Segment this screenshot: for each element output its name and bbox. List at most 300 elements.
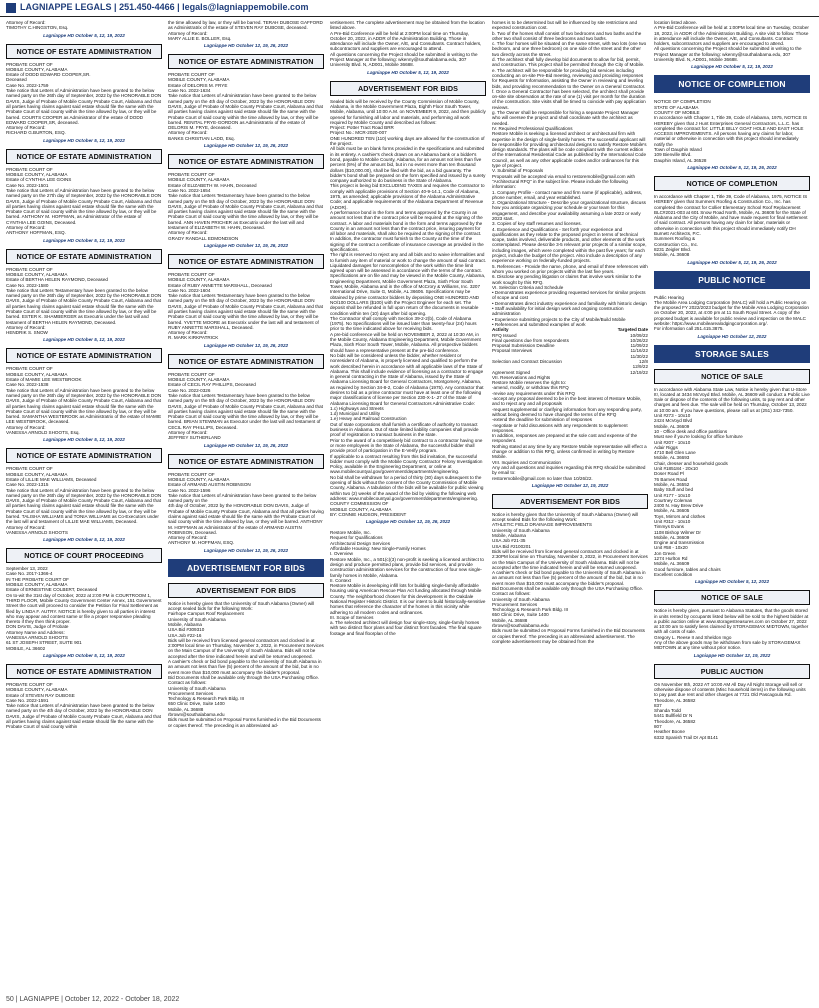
page-header <box>0 0 819 17</box>
notice-line: COUNTY COMMISSION OF <box>330 501 389 507</box>
notice-title: ADVERTISEMENT FOR BIDS <box>168 559 324 577</box>
notice-line: VANESSA ARNOLD SHOOTS <box>6 635 68 641</box>
notice-line: University of South Alabama <box>492 527 550 533</box>
legal-notice <box>654 345 810 363</box>
legal-notice <box>168 354 324 448</box>
legal-column <box>492 20 648 990</box>
notice-line: the time allowed by law, or they will be barred. TERAH DUBOSE GAFFORD as Administratrix of the estate of STEVEN RAY DUBOSE, deceased. <box>168 20 323 31</box>
notice-line: Attorney of Record: <box>168 330 208 336</box>
notice-line: 1274 Hurlton Rd <box>654 556 688 562</box>
notice-line: Project No.: MCR-2020-007 <box>330 130 387 136</box>
publication-dates: Lagniappe HD October 12, 19, 26, 2022 <box>203 143 289 149</box>
notice-line: This project is being bid EXCLUDING TAXES and requires the Contractor to comply with applicable provisions of Section 40-9-14.1, Code of Alabama, 1975, as amended; applicable provisions of the Alabama Administrative Code; and applicable requirements of the Alabama Department of Revenue (ADOR). <box>330 183 485 210</box>
notice-title: NOTICE OF ESTATE ADMINISTRATION <box>168 154 324 169</box>
header-line <box>20 2 308 12</box>
schedule-header-cell: Activity <box>492 327 509 333</box>
legal-notice <box>168 454 324 553</box>
notice-line: • References and submitted examples of work <box>492 321 586 327</box>
notice-line: III. Scope of Services <box>330 614 374 620</box>
notice-line: Proposals will be accepted via email to restoremobile@gmail.com with "Architectural RFQ" in the subject line. Please include the following information: <box>492 173 636 190</box>
notice-line: Estate of MAMIE LEE WESTBROOK <box>6 377 82 383</box>
notice-line: PROBATE COURT OF <box>6 466 53 472</box>
notice-line: For information call 251.415.3875. <box>654 326 724 332</box>
notice-line: I. Overview <box>330 551 353 557</box>
notice-line: 1. Company Profile - contact name and firm name (if applicable), address, phone number, email, and year established. <box>492 189 643 200</box>
notice-line: Bid Documents shall be available only through the USA Purchasing Office. Contact as follows: <box>168 674 320 686</box>
legal-notice <box>168 20 324 48</box>
schedule-header-cell: Targeted Date <box>617 327 648 333</box>
legal-notice <box>654 20 810 69</box>
notice-line: Fairhope Campus Roof Replacement <box>168 611 244 617</box>
publication-dates: Lagniappe HD October 12, 19, 26, 2022 <box>365 519 451 525</box>
notice-title: ADVERTISEMENT FOR BIDS <box>492 494 648 509</box>
legal-notice <box>654 271 810 289</box>
notice-line: USA Job #21-35 <box>492 538 526 544</box>
notice-line: September 13, 2022 <box>6 566 48 572</box>
notice-line: Chair, dresser and household goods <box>654 460 728 466</box>
notice-line: -request supplemental or clarifying information from any responding party, without being deemed to have changed the terms of the RFQ <box>492 406 642 417</box>
notice-line: All questions concerning the Project should be submitted in writing to the Project Manager at the following: wkenny@southalabama.edu, 307 University Blvd. N, AD001, Mobile 36688. <box>654 46 802 63</box>
notice-line: Attorney of Record: <box>6 125 46 131</box>
legal-notice <box>6 20 162 38</box>
notice-line: MOBILE COUNTY, ALABAMA <box>6 371 68 377</box>
notice-line: Estate of ARMAND AUSTIN ROBINSON <box>168 482 251 488</box>
schedule-cell: RFQ Issued <box>492 332 517 338</box>
notice-line: -revise any requirements under this RFQ <box>492 390 575 396</box>
notice-line: 4th day of October, 2022 by the HONORABLE DON DAVIS, Judge of Probate of Mobile County Probate Court, Alabama and that all parties having claims against said estate should file the same with the Probate Court of said county within the time allowed by law, or they will be barred. ANTHONY M. HOFFMAN as Administrator of the estate of ARMAND AUSTIN ROBINSON, Deceased. <box>168 503 324 535</box>
notice-line: Estate of ERNESTINE COLBERT, Deceased <box>6 587 98 593</box>
notice-line: IN THE PROBATE COURT OF <box>6 576 69 582</box>
notice-line: g. The Owner shall be responsible for hiring a separate Project Manager who will oversee the project and shall coordinate with the architect as needed. <box>492 110 639 126</box>
notice-title: NOTICE OF ESTATE ADMINISTRATION <box>168 354 324 369</box>
schedule-cell: 11/30/22 <box>630 353 648 359</box>
notice-line: 4710 Bell Glen Lane <box>654 450 696 456</box>
schedule-cell: Proposal Submission Deadline <box>492 343 555 349</box>
notice-line: Take notice that Letters of Administration have been granted to the below named party on the <box>168 492 317 504</box>
notice-line: Prior to the award of a competitively bid contract to a contractor having one or more employees in the State of Alabama, the successful bidder shall provide proof of participation in the E-Verify program. <box>330 437 483 454</box>
notice-line: Attorney of Record: <box>6 324 46 330</box>
notice-line: Case No. 2022-1591 <box>6 697 49 703</box>
notice-line: In accordance with Chapter 1, Title 39, Code of Alabama, 1975, NOTICE IS HEREBY given that Summers Roofing & Construction Co., Inc. has completed the contract for Collier Elementary School Roof Replacement BLC#2021-003 at 601 Snow Road North, Mobile, AL 36608 for the State of Alabama and the City of Mobile, and have made request for final settlement of said contract. All persons having any claim for labor, materials or otherwise in connection with this project should immediately notify DH Burnett Architects, P.C. <box>654 193 808 237</box>
notice-line: MOBILE COUNTY, ALABAMA <box>6 66 68 72</box>
brand-square-icon <box>6 3 16 13</box>
notice-line: Out of state corporations shall furnish a certificate of authority to transact business in Alabama. Out of state limited liability companies shall provide proof of registration to transact business in the state. <box>330 421 479 438</box>
notice-line: Notice is hereby given that the University of South Alabama (Owner) will accept sealed bids for the following Work: <box>168 600 315 612</box>
legal-column <box>168 20 324 990</box>
notice-line: ANTHONY HOFFMAN, ESQ. <box>6 230 66 236</box>
notice-line: MOBILE COUNTY, ALABAMA <box>6 271 68 277</box>
publication-dates: Lagniappe HD October 12, 19, 26, 2022 <box>203 43 289 49</box>
notice-line: -extend the deadline for submission of responses <box>492 417 593 423</box>
notice-line: 6332 Spanish Trail Dr Apt B141 <box>654 734 719 740</box>
notice-line: Attorney of Record: <box>6 524 46 530</box>
notice-line: VIII. Inquiries and Communication <box>492 459 561 465</box>
notice-line: 5. References - Provide the name, phone, and email of three references with whom you worked on prior projects within the last five years. <box>492 263 648 274</box>
notice-title: ADVERTISEMENT FOR BIDS <box>330 81 486 96</box>
notice-line: PROBATE COURT OF <box>168 172 215 178</box>
legal-notice <box>6 44 162 143</box>
notice-line: Technology & Research Park Bldg. III <box>168 696 245 702</box>
notice-title: NOTICE OF ESTATE ADMINISTRATION <box>6 44 162 59</box>
notice-line: Engine and transmission <box>654 540 705 546</box>
schedule-cell: 11/16/22 <box>630 348 648 354</box>
notice-title: NOTICE OF SALE <box>654 590 810 605</box>
notice-line: MARY ALLIE E. BOLLER, Esq. <box>168 35 232 41</box>
notice-line: Nothing stated at any time by any Restore Mobile representative will effect a change or addition to this RFQ, unless confirmed in writing by Restore Mobile. <box>492 443 647 460</box>
publication-dates: Lagniappe HD October 5, 12, 19, 2022 <box>43 652 125 658</box>
legal-columns <box>6 20 813 990</box>
notice-line: A cashier's check or bid bond payable to the University of South Alabama in an amount not less than five (5) percent of the amount of the bid, but in no event more than $10,000 must accompany the bidder's proposal. <box>492 570 646 586</box>
notice-line: Estate of CECIL RAY PHILLIPS, Deceased <box>168 382 256 388</box>
notice-line: No bid shall be withdrawn for a period of thirty (30) days subsequent to the opening of bids without the consent of the County Commission of Mobile County, Alabama. A tabulation of the bids will be available for public viewing within two (2) weeks of the award of the bid by visiting the following web address: www.mobilecountyal.gov/government/departments/engineering. <box>330 474 484 501</box>
notice-line: Mobile, AL 36693 <box>654 455 690 461</box>
notice-line: Notice is hereby given that the University of South Alabama (Owner) will accept sealed Bids for the following Work: <box>492 511 639 523</box>
notice-line: Restore Mobile, Inc., a 501(c)(3) non-profit is seeking a licensed architect to design and produce permitted plans, provide bid services, and provide construction administration services for the construction of four new single-family homes in Mobile, Alabama. <box>330 556 484 578</box>
legal-notice <box>654 176 810 265</box>
notice-line: University of South Alabama <box>492 596 550 602</box>
notice-line: PROBATE COURT OF <box>6 166 53 172</box>
schedule-cell: 12/9/22 <box>632 364 648 370</box>
notice-line: Unit #273 - 10x10 <box>654 413 691 419</box>
notice-line: Mobile, AL 36688 <box>168 706 204 712</box>
publication-dates: Lagniappe HD October 12, 19, 26, 2022 <box>203 342 289 348</box>
notice-line: -accept any proposal deemed to be in the best interest of Restore Mobile, and to reject any and all proposals <box>492 396 642 407</box>
notice-line: 10 - Office desk and office partitions <box>654 428 728 434</box>
publication-dates: Lagniappe HD October 5, 12, 19, 26, 2022 <box>687 259 777 265</box>
notice-line: • Demonstrates direct industry experience and familiarity with historic design <box>492 300 647 306</box>
notice-line: Construction Co., Inc. <box>654 241 699 247</box>
schedule-cell: Agreement Signed <box>492 369 531 375</box>
notice-line: Any and all questions and inquiries regarding this RFQ should be submitted by email to: <box>492 464 646 476</box>
legal-notice <box>330 81 486 524</box>
schedule-cell: Proposal Interviews <box>492 348 533 354</box>
notice-line: rbrown@southalabama.edu <box>168 712 225 718</box>
notice-line: Sealed bids will be received by the County Commission of Mobile County, Alabama, in the Mobile Government Plaza, Eighth Floor South Tower, Mobile, Alabama, until 10:00 A.M. on NOVEMBER 9, 2022, and then publicly opened for furnishing all labor and materials, and performing all work required by Mobile County and described as follows: <box>330 98 486 125</box>
notice-line: 1.e) Heavy and Railroad Construction <box>330 416 407 422</box>
legal-notice <box>168 559 324 577</box>
notice-line: Bid Documents shall be available only through the USA Purchasing Office. Contact as follows: <box>492 585 644 597</box>
legal-notice <box>6 348 162 442</box>
notice-line: 2424 McVoyd Blvd <box>654 418 693 424</box>
notice-line: University of South Alabama <box>168 616 226 622</box>
notice-line: Unit #58 - 10x20 <box>654 545 688 551</box>
notice-line: Mobile, Alabama <box>492 533 526 539</box>
page-footer: 50 | LAGNIAPPE | October 12, 2022 - October 18, 2022 <box>6 996 180 1003</box>
notice-line: Mobile, AL 36609 <box>654 423 690 429</box>
notice-line: PROBATE COURT OF <box>168 471 215 477</box>
notice-line: Restore Mobile is developing infill lots for building single-family affordable housing using American Rescue Plan Act funding allocated through Mobile County. The neighborhood chosen for this development is the Oakdale National Register Historic District. It is our intent to build historically-sensitive homes that reference the character of the homes in this vicinity while adhering to all modern codes and ordinances. <box>330 583 486 615</box>
notice-line: COUNTY OF MOBILE <box>654 109 700 115</box>
notice-line: Restore Mobile, Inc. <box>330 530 371 536</box>
notice-line: PROBATE COURT OF <box>6 681 53 687</box>
notice-line: Timmys Evans <box>654 524 684 530</box>
publication-dates: Lagniappe HD October 12, 2022 <box>697 333 767 339</box>
notice-line: VANESSA ARNOLD SHOOTS, Esq. <box>6 430 80 436</box>
notice-line: Specifications are on file and may be viewed in the Mobile County, Alabama, Engineering Department, Mobile Government Plaza, Sixth Floor South Tower, Mobile, Alabama and in the office of McCrory & Williams, Inc. 3207 International Drive, Suite G, Mobile, AL 36606. Specifications may be obtained by prime contractor bidders by depositing ONE HUNDRED AND NO/100 DOLLARS ($100) with the Project Engineer for each set. The deposit shall be refunded in full upon return of the documents in reusable condition within ten (10) days after bid opening. <box>330 273 486 316</box>
notice-line: On to-wit the 31st day of October, 2022 at 2:00 PM in COURTROOM 1, THIRD FLOOR, Mobile County Government Center Annex, 151 Government Street the court will proceed to consider the Petition for Final Settlement as filed by LINDA F. AUTRY. NOTICE is hereby given to all parties in interest who may appear and contest same or file a proper responsive pleading thereto if they then think proper. <box>6 592 162 625</box>
notice-line: Shanda Todd <box>654 708 681 714</box>
notice-line: Project: Potter Tract Road BRR <box>330 125 394 131</box>
notice-line: DON DAVIS, Judge of Probate <box>6 624 69 630</box>
notice-line: Procurement Services <box>492 601 538 607</box>
notice-title: STORAGE SALES <box>654 345 810 363</box>
notice-line: 109 Bienville Blvd. <box>654 152 692 158</box>
notice-line: Take notice that Letters of Administration have been granted to the below named party on the 26th day of September, 2022 by the HONORABLE DON DAVIS, Judge of Probate of Mobile County Probate Court, Alabama and that all parties having claims against said estate should file the same with the Probate Court of said county within the time allowed by law, or they will be barred. COURTS COOPER as Administrator of the estate of DODD EDWARD COOPER,SR, deceased. <box>6 88 162 125</box>
publication-dates: Lagniappe HD October 12, 19, 26, 2022 <box>203 242 289 248</box>
legal-notice <box>654 99 810 170</box>
notice-line: vertisement. The complete advertisement may be obtained from the location listed above. <box>330 20 485 31</box>
notice-line: Summers Roofing & <box>654 236 696 242</box>
notice-line: Excellent condition <box>654 571 693 577</box>
notice-line: PROBATE COURT OF <box>168 72 215 78</box>
notice-line: Mobile, AL 36688 <box>492 617 528 623</box>
notice-line: A Pre-Bid Conference will be held at 1:00PM local time on Tuesday, October 18, 2022, in ADDR of the Administration Building. A site visit to follow. Those in attendance will include the Owner, A/E, and Consultants. Contract holders, subcontractors and suppliers are encouraged to attend. <box>654 25 809 47</box>
notice-line: location listed above. <box>654 20 697 25</box>
notice-line: A cashier's check or bid bond payable to the University of South Alabama in an amount not less than five (5) percent of the amount of the bid, but in no event more than $10,000 must accompany the bidder's proposal. <box>168 659 322 675</box>
notice-line: Case No. 2022-1538 <box>6 382 49 388</box>
notice-line: BANKS CHRISTIAN LADD, Esq. <box>168 135 235 141</box>
notice-line: Attorney of Record: <box>168 230 208 236</box>
notice-line: Estate of STEVEN RAY DUBOSE <box>6 692 75 698</box>
notice-line: MOBILE COUNTY, ALABAMA <box>168 377 230 383</box>
notice-line: A Pre-Bid Conference will be held at 2:00PM local time on Thursday, October 20, 2022, in ADDR of the Administration Building. Those in attendance will include the Owner, A/E, and Consultants. Contract holders, subcontractors and suppliers are encouraged to attend. <box>330 30 482 52</box>
legal-notice <box>168 54 324 148</box>
notice-line: 2400 N. Hay Brew Drive <box>654 503 704 509</box>
schedule-cell: Final questions due from respondents <box>492 337 569 343</box>
section-name: LAGNIAPPE LEGALS <box>20 2 112 12</box>
publication-dates: Lagniappe HD October 5, 12, 19, 2022 <box>43 32 125 38</box>
notice-line: Mobile, AL 36609 <box>654 534 690 540</box>
notice-line: Unit #207 - 10x10 <box>654 439 691 445</box>
notice-title: NOTICE OF ESTATE ADMINISTRATION <box>6 249 162 264</box>
notice-line: VI. Selection Criteria and Schedule <box>492 284 564 290</box>
notice-line: Theodore, AL 36582 <box>654 718 696 724</box>
legal-notice <box>6 664 162 730</box>
notice-line: Case No. 2022-1634 <box>168 88 211 94</box>
notice-line: 650 Clinic Drive, Suite 1400 <box>492 612 549 618</box>
notice-line: Attorney Name and Address: <box>6 629 65 635</box>
notice-line: Doser Road Pl <box>654 471 684 477</box>
legal-notice <box>6 448 162 542</box>
publication-dates: Lagniappe HD October 12, 19, 2022 <box>531 482 609 488</box>
publication-dates: Lagniappe HD October 5, 12, 19, 2022 <box>43 537 125 543</box>
notice-line: MOBILE, AL 36602 <box>6 645 46 651</box>
notice-line: Estate of RUBY ANNETTE MARSHALL, Deceased <box>168 282 272 288</box>
notice-line: Unit #312 - 10x10 <box>654 519 691 524</box>
notice-line: PROBATE COURT OF <box>168 271 215 277</box>
notice-title: NOTICE OF ESTATE ADMINISTRATION <box>6 149 162 164</box>
notice-title: PUBLIC NOTICE <box>654 271 810 289</box>
notice-line: ONE HUNDRED TEN (110) working days are allowed for the construction of the project. <box>330 135 485 147</box>
notice-line: Estate of ELIZABETH W. HAHN, Deceased <box>168 182 257 188</box>
notice-line: Architectural Design Services <box>330 540 390 546</box>
notice-line: 650 Clinic Drive, Suite 1400 <box>168 701 225 707</box>
notice-line: Notice is hereby given, pursuant to Alabama Statutes, that the goods stored in units rented by occupants listed below will be sold to the highest bidder at a public auction online at www.storagestreasures.com on October 27, 2022 at 10:00 am to satisfy liens claimed by STORAGEMAX MIDTOWN, together with all costs of sale. <box>654 608 809 635</box>
legal-notice <box>6 149 162 243</box>
notice-line: Bids will be received from licensed general contractors and clocked in at 2:00PM local time on Thursday, November 3, 2022, in Procurement Services on the Main Campus of the University of South Alabama. Bids will not be accepted after the time indicated herein and will be returned unopened. <box>168 637 324 659</box>
notice-title: NOTICE OF SALE <box>654 369 810 384</box>
header-email[interactable]: legals@lagniappemobile.com <box>182 2 309 12</box>
notice-line: Mobile, AL 36605 <box>654 508 690 514</box>
notice-line: Case No. 2022-1759 <box>6 82 49 88</box>
publication-dates: Lagniappe HD October 5, 12, 19, 2022 <box>43 137 125 143</box>
notice-line: Case No. 2022-0326 <box>168 387 211 393</box>
notice-line: 76 Barnes Road <box>654 476 688 482</box>
notice-line: Attorney of Record: <box>168 130 208 136</box>
notice-line: STATE OF ALABAMA <box>654 104 699 110</box>
notice-line: 1.c) Highways and Streets <box>330 405 384 411</box>
notice-line: 4. Experience and Qualifications - Set forth your experience and qualifications as they relate to the proposed project in terms of technical scope, tasks involved, deliverable products, and other elements of the work contemplated. Please describe 3-5 relevant prior projects of a similar scope, including images, which were completed within the past five years; for each project, include the budget of the project. Also include a description of any experience working on federally-funded projects. <box>492 226 647 264</box>
notice-line: JEFFREY SUTHERLAND <box>168 435 221 441</box>
notice-line: The right is reserved to reject any and all bids and to waive informalities and to furnish any item of material or work to change the amount of said contract. <box>330 252 486 263</box>
notice-line: Toys, Mirrors and clothes <box>654 513 706 519</box>
notice-line: 61 ST JOSEPH STREET, SUITE 901 <box>6 640 82 646</box>
notice-line: 5441 Bullfield Dr N <box>654 713 693 719</box>
notice-line: Estate of LILLIE MAE WILLIAMS, Deceased <box>6 476 97 482</box>
legal-notice <box>168 154 324 248</box>
notice-line: MOBILE COUNTY, ALABAMA <box>168 476 230 482</box>
notice-line: Heather Boone <box>654 729 685 735</box>
notice-line: Deceased <box>6 77 27 83</box>
notice-line: University of South Alabama <box>168 685 226 691</box>
notice-line: Mobile, AL 36609 <box>654 561 690 567</box>
notice-line: HENDRIK S. SNOW <box>6 330 48 336</box>
notice-title: NOTICE OF ESTATE ADMINISTRATION <box>6 448 162 463</box>
publication-dates: Lagniappe HD October 12, 19, 26, 2022 <box>203 547 289 553</box>
notice-line: Case No. 2022-1654 <box>168 187 211 193</box>
notice-line: MOBILE COUNTY, ALABAMA <box>6 172 68 178</box>
notice-line: Mobile, Alabama <box>168 621 202 627</box>
notice-line: Mobile, AL 36552 <box>654 481 690 487</box>
schedule-cell: 10/26/22 <box>630 337 648 343</box>
legal-notice <box>6 548 162 658</box>
schedule-cell: 12/8 <box>639 359 648 364</box>
notice-line: VII. Reservations and Rights <box>492 374 551 380</box>
notice-line: Attorney of Record: <box>168 430 208 436</box>
notice-line: Any of the above goods may be withdrawn from sale by STORAGEMAX MIDTOWN at any time without prior notice. <box>654 640 801 651</box>
notice-title: NOTICE OF ESTATE ADMINISTRATION <box>168 254 324 269</box>
notice-title: NOTICE OF ESTATE ADMINISTRATION <box>168 54 324 69</box>
legal-notice <box>492 494 648 644</box>
notice-line: Case No. 2022-1596 <box>168 487 211 493</box>
schedule-cell: 12/19/22 <box>630 369 648 375</box>
notice-line: In addition, responses are prepared at the sole cost and expense of the respondent. <box>492 433 638 444</box>
legal-notice <box>330 20 486 75</box>
notice-line: 2. Organizational Structure - Describe your organizational structure, discuss how you anticipate organizing your schedule or your team for this engagement, and describe your availability assuming a late 2022 or early 2023 start. <box>492 200 646 221</box>
notice-line: A pre-bid conference will be held on NOVEMBER 2, 2022 at 10:30 AM, in the Mobile County, Alabama Engineering Department, Mobile Government Plaza, Sixth Floor South Tower, Mobile, Alabama. All prospective bidders should have a representative present at the pre-bid conference. <box>330 331 481 353</box>
notice-line: 3. Copies of key staff resumes and licenses. <box>492 221 582 227</box>
notice-line: Dauphin Island, AL 36528 <box>654 157 707 163</box>
notice-line: • Experience submitting projects to the City of Mobile/Build Mobile <box>492 316 626 322</box>
notice-line: Liquidated damages for noncompletion of the work within the time limit agreed upon will be assessed in accordance with the terms of the contract. <box>330 262 482 274</box>
notice-line: Take notice that Letters of Administration have been granted to the below named party on the 4th day of October, 2022 by the HONORABLE DON DAVIS, Judge of Probate of Mobile County Probate Court, Alabama and that all parties having claims against said estate should file the same with the Probate Court of said county within the time allowed by law, or they will be barred. RENITAL FRYE-GORDON as Administratrix of the estate of DELORIS M. FRYE, deceased. <box>168 93 323 131</box>
legal-notice <box>654 75 810 93</box>
notice-line: Take notice that Letters Testamentary have been granted to the below named party on the 5th day of October, 2022 by the HONORABLE DON DAVIS, Judge of Probate of Mobile County Probate Court, Alabama and that all parties having claims against said estate should file the same with the Probate Court of said county within the time allowed by law, or they will be barred. ANN HAVEN PRICHER as Executrix under the last will and testament of ELIZABETH W. HAHN, Deceased. <box>168 193 323 231</box>
schedule-cell: 10/09/22 <box>630 332 648 338</box>
notice-line: USA Bid #309310 <box>168 627 205 633</box>
notice-line: c. The four homes will be situated on the same street, with two lots (one two bedroom, and one three bedroom) on one side of the street and the other two directly across the street. <box>492 41 647 57</box>
notice-line: NOTICE OF COMPLETION <box>654 99 711 105</box>
schedule-table <box>492 327 648 375</box>
notice-line: USA Job #22-16 <box>168 632 202 638</box>
notice-line: Gregory L. Reese II and Sheldon Ingo <box>654 634 732 640</box>
notice-line: Good furniture, tables and chairs <box>654 566 721 572</box>
notice-line: On November 8th, 2022 AT 10:00 AM All Day All Night Storage will sell or otherwise dispose of contents (Misc household items) in the following units to pay past due rent and other charges at 7721 Old Pascagoula Rd. Theodore, AL 36582 <box>654 681 806 703</box>
notice-line: The Mobile Area Lodging Corporation (MALC) will hold a Public Hearing on the proposed FY 2022/2023 budget for the Mobile Area Lodging Corporation on October 20, 2022, at 4:00 pm at 11 South Royal Street. A copy of the proposed budget is available for public review and inspection on the MALC website: https://www.mobilearealodgingcorporation.org/. <box>654 299 809 326</box>
notice-line: In accordance with Chapter 1, Title 39, Code of Alabama, 1975, NOTICE IS HEREBY given that J Hunt Enterprises General Contractors, L.L.C. has completed the contract for: LITTLE BILLY GOAT HOLE AND EAST HOLE ACCESS IMPROVEMENTS. All persons having any claims for labor, material or otherwise in connection with this project should immediately notify the <box>654 115 808 147</box>
notice-line: • Staff availability for initial design work and ongoing construction administration <box>492 306 624 317</box>
notice-line: Attorney of Record: <box>6 20 46 25</box>
notice-title: NOTICE OF COURT PROCEEDING <box>6 548 162 563</box>
notice-title: ADVERTISEMENT FOR BIDS <box>168 583 324 598</box>
legal-notice <box>6 249 162 343</box>
notice-line: Case No. 2022-1580 <box>6 282 49 288</box>
legal-notice <box>654 664 810 740</box>
notice-line: Procurement Services <box>168 690 214 696</box>
notice-line: Estate of DODD EDWARD COOPER,SR. <box>6 72 91 78</box>
notice-line: Attorney of Record: <box>168 30 208 36</box>
publication-dates: Lagniappe HD October 5, 12, 19, 2022 <box>43 437 125 443</box>
notice-line: b. Two of the homes shall consist of two bedrooms and two baths and the other two shall consist of three bedrooms and two baths. <box>492 30 642 41</box>
notice-line: Public Hearing <box>654 294 684 300</box>
notice-line: Unit #185184 - 20x10 <box>654 466 698 472</box>
publication-dates: Lagniappe HD October 5, 12, 2022 <box>694 579 770 585</box>
notice-line: MOBILE COUNTY, ALABAMA <box>168 77 230 83</box>
notice-line: MOBILE COUNTY, ALABAMA <box>168 177 230 183</box>
notice-title: NOTICE OF ESTATE ADMINISTRATION <box>6 348 162 363</box>
notice-line: Take notice that Letters Testamentary have been granted to the below named party on the 5th day of October, 2022 by the HONORABLE DON DAVIS, Judge of Probate of Mobile County Probate Court, Alabama and that all parties having claims against said estate should file the same with the Probate Court of said county within the time allowed by law, or they will be barred. YVETTE MOORE as Executrix under the last will and testament of RUBY ANNETTE MARSHALL, Deceased. <box>168 293 323 330</box>
notice-line: Attorney of Record: <box>168 535 208 541</box>
notice-line: Technology & Research Park Bldg. III <box>492 607 569 613</box>
legal-notice <box>492 20 648 488</box>
publication-dates: Lagniappe HD October 5, 12, 19, 2022 <box>43 237 125 243</box>
notice-line: All bids must be on blank forms provided in the specifications and submitted in its entirety. A cashier's check drawn on an Alabama bank or a bidder's bond, payable to Mobile County, Alabama, for an amount not less than five percent (5%) of the amount bid, but in no event more than ten thousand dollars ($10,000.00), shall be filed with the bid, as a bid guaranty. The bidder's bond shall be prepared on the form specified and issued by a surety company authorized to do business in the State of Alabama. <box>330 146 486 184</box>
notice-line: a. The selected architect will design four single-story, single-family homes with two distinct floor plans and four distinct front facades. The final square footage and final floorplan of the <box>330 620 482 636</box>
notice-line: Mobile, AL 36608 <box>654 252 690 258</box>
notice-line: Take notice that Letters of Administration have been granted to the below named party on the 4th day of October, 2022 by the HONORABLE DON DAVIS, Judge of Probate of Mobile County Probate Court, Alabama and that all parties having claims against said estate should file the same with the Probate Court of said county within <box>6 703 161 730</box>
notice-line: 807 <box>654 724 662 730</box>
notice-title: NOTICE OF ESTATE ADMINISTRATION <box>6 664 162 679</box>
notice-line: Unit #177 - 10x10 <box>654 492 691 498</box>
publication-dates: Lagniappe HD October 5, 12, 19, 2022 <box>43 337 125 343</box>
publication-dates: Lagniappe HD October 5, 12, 19, 2022 <box>367 69 449 75</box>
legal-notice <box>654 295 810 339</box>
legal-column <box>654 20 810 990</box>
notice-line: II. Context <box>330 577 351 583</box>
notice-line: VANESSA ARNOLD SHOOTS <box>6 529 68 535</box>
notice-line: The Contractor shall comply with Section 39-2-2(b), Code of Alabama (1975). No Specifications will be issued later than twenty-four (24) hours prior to the time indicated above for receiving bids. <box>330 315 477 332</box>
notice-line: 1.d) Municipal and Utility <box>330 411 381 417</box>
notice-line: Take notice that Letters Testamentary have been granted to the below named party on the 26th day of September, 2022 by the HONORABLE DON DAVIS, Judge of Probate of Mobile County Probate Court, Alabama and that all parties having claims against said estate should file the same with the Probate Court of said county within the time allowed by law, or they will be barred. ESTER K. SHAMBERGER as Executrix under the last will and testament of BERTHA HELEN RAYMOND, Deceased. <box>6 287 162 325</box>
notice-line: Request for Qualifications <box>330 535 383 541</box>
notice-line: restoremobile@gmail.com no later than 10/26/22. <box>492 475 593 481</box>
notice-line: Adair Riggs <box>654 444 678 450</box>
notice-line: PROBATE COURT OF <box>6 266 53 272</box>
legal-notice <box>330 530 486 636</box>
header-phone: 251.450-4466 <box>119 2 175 12</box>
notice-line: 6. Disclose any pending litigation or claims that involve work similar to the work sought by this RFQ. <box>492 274 642 285</box>
notice-line: Baby Stuff and bed <box>654 487 693 493</box>
notice-line: Case No. 2022-1501 <box>6 182 49 188</box>
notice-line: In accordance with Alabama State Law, Notice is hereby given that U-Store It!, located at 3434 McVoyd Blvd. Mobile, AL 36609 will conduct a Public Live Sale or dispose of the contents of the following units, to pay rent and other charges and fees due. The sale will be held on Thursday, October 13, 2022 at 10:00 am. If you have questions, please call us at (251) 342-7350. <box>654 386 810 413</box>
notice-line: ANTHONY M. HOFFMAN, ESQ. <box>168 540 235 546</box>
notice-line: IV. Required Professional Qualifications <box>492 125 573 131</box>
notice-line: PROBATE COURT OF <box>6 61 53 67</box>
notice-line: -negotiate or hold discussions with any respondents to supplement responses. <box>492 422 628 433</box>
notice-line: 1108 Bishop Wilmer Dr <box>654 529 701 535</box>
notice-line: homes is to be determined but will be influenced by site restrictions and expected construction cost. <box>492 20 638 31</box>
schedule-cell: Selection and Contract Discussion <box>492 359 562 364</box>
